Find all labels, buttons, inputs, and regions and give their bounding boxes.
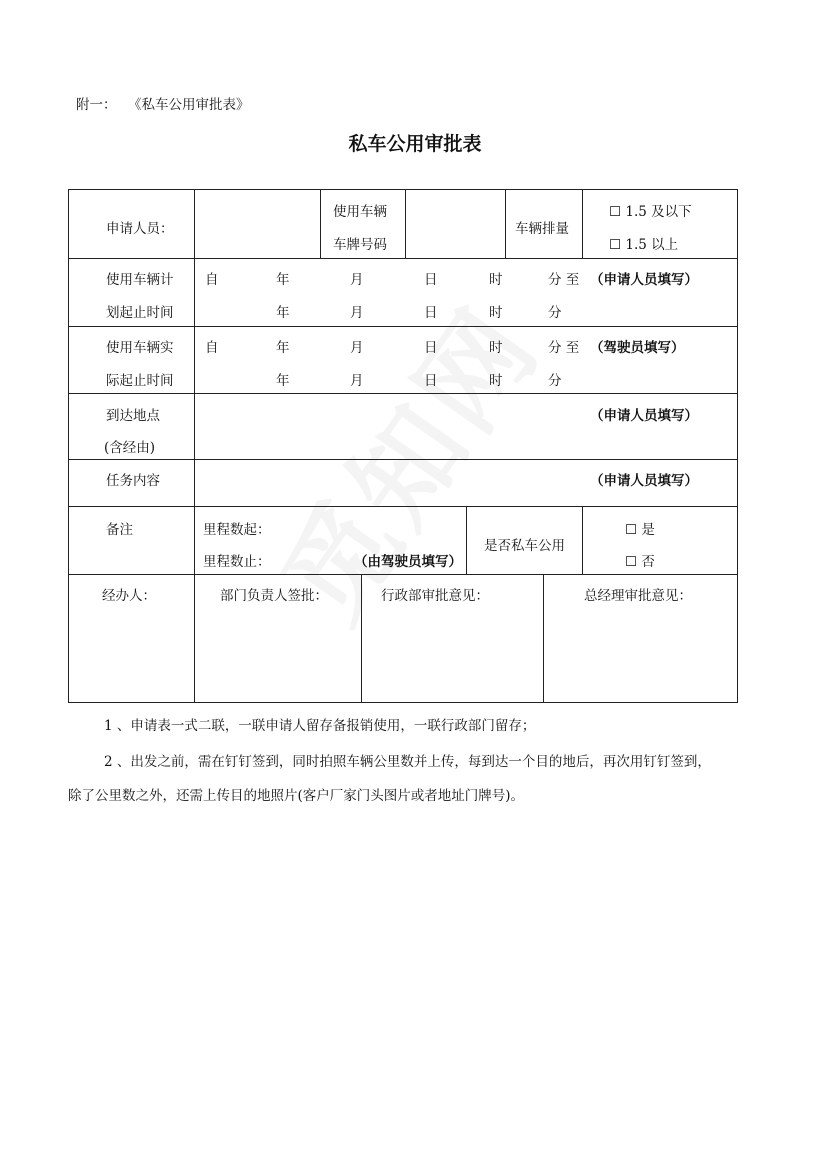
actual-hour: 时 — [489, 340, 503, 356]
planned-time-label: 使用车辆计 — [106, 272, 174, 288]
planned-day-end: 日 — [424, 305, 438, 321]
actual-time-label: 使用车辆实 — [106, 340, 174, 356]
actual-month: 月 — [350, 340, 364, 356]
actual-month-end: 月 — [350, 373, 364, 389]
table-line — [68, 702, 738, 703]
actual-year-end: 年 — [276, 373, 290, 389]
private-use-yes[interactable]: ☐ 是 — [625, 522, 655, 538]
planned-from: 自 — [205, 272, 219, 288]
private-use-no[interactable]: ☐ 否 — [625, 554, 655, 570]
private-use-label: 是否私车公用 — [484, 538, 565, 554]
table-line — [405, 189, 406, 258]
actual-day-end: 日 — [424, 373, 438, 389]
displacement-label: 车辆排量 — [515, 221, 569, 237]
planned-year-end: 年 — [276, 305, 290, 321]
applicant-label: 申请人员： — [106, 221, 174, 237]
planned-year: 年 — [276, 272, 290, 288]
actual-minute-to: 分 至 — [548, 340, 580, 356]
note-2-line-2: 除了公里数之外，还需上传目的地照片(客户厂家门头图片或者地址门牌号)。 — [68, 788, 525, 804]
table-line — [320, 189, 321, 258]
actual-from: 自 — [205, 340, 219, 356]
attachment-label: 附一： — [76, 97, 117, 113]
task-label: 任务内容 — [106, 473, 160, 489]
note-1: 1 、申请表一式二联，一联申请人留存备报销使用，一联行政部门留存； — [104, 718, 536, 734]
page-title: 私车公用审批表 — [348, 133, 482, 155]
task-fill-note: （申请人员填写） — [590, 473, 698, 489]
actual-fill-note: （驾驶员填写） — [590, 340, 685, 356]
remarks-label: 备注 — [106, 522, 133, 538]
table-line — [543, 574, 544, 702]
table-line — [68, 574, 738, 575]
table-line — [582, 506, 583, 574]
planned-time-label: 划起止时间 — [106, 305, 174, 321]
planned-minute-end: 分 — [548, 305, 562, 321]
vehicle-plate-label: 使用车辆 — [333, 204, 387, 220]
planned-month-end: 月 — [350, 305, 364, 321]
table-line — [68, 326, 738, 327]
table-line — [361, 574, 362, 702]
note-2-line-1: 2 、出发之前，需在钉钉签到，同时拍照车辆公里数并上传，每到达一个目的地后，再次用钉钉签到， — [104, 754, 711, 770]
mileage-end[interactable]: 里程数止： — [203, 554, 271, 570]
table-line — [737, 189, 738, 702]
table-line — [68, 506, 738, 507]
destination-fill-note: （申请人员填写） — [590, 408, 698, 424]
table-line — [582, 189, 583, 258]
planned-hour: 时 — [489, 272, 503, 288]
actual-day: 日 — [424, 340, 438, 356]
destination-label: (含经由) — [104, 440, 156, 456]
table-line — [68, 189, 69, 702]
table-line — [68, 258, 738, 259]
gm-label: 总经理审批意见： — [584, 588, 692, 604]
actual-minute-end: 分 — [548, 373, 562, 389]
table-line — [68, 393, 738, 394]
attachment-name: 《私车公用审批表》 — [128, 97, 250, 113]
planned-hour-end: 时 — [489, 305, 503, 321]
table-line — [68, 189, 738, 190]
planned-fill-note: （申请人员填写） — [590, 272, 698, 288]
applicant-field[interactable] — [196, 191, 318, 256]
destination-field[interactable] — [196, 395, 586, 457]
table-line — [466, 506, 467, 574]
displacement-option-below[interactable]: ☐ 1.5 及以下 — [609, 204, 692, 220]
actual-time-label: 际起止时间 — [106, 373, 174, 389]
destination-label: 到达地点 — [106, 408, 160, 424]
admin-dept-label: 行政部审批意见： — [381, 588, 489, 604]
actual-hour-end: 时 — [489, 373, 503, 389]
handler-label: 经办人： — [102, 588, 156, 604]
vehicle-plate-field[interactable] — [407, 191, 503, 256]
dept-head-label: 部门负责人签批： — [220, 588, 328, 604]
task-field[interactable] — [196, 461, 586, 504]
table-line — [505, 189, 506, 258]
table-line — [68, 459, 738, 460]
planned-day: 日 — [424, 272, 438, 288]
actual-year: 年 — [276, 340, 290, 356]
vehicle-plate-label: 车牌号码 — [333, 237, 387, 253]
mileage-start[interactable]: 里程数起： — [203, 522, 271, 538]
planned-minute-to: 分 至 — [548, 272, 580, 288]
driver-fill-note: （由驾驶员填写） — [354, 554, 462, 570]
displacement-option-above[interactable]: ☐ 1.5 以上 — [609, 237, 679, 253]
planned-month: 月 — [350, 272, 364, 288]
table-line — [194, 189, 195, 702]
